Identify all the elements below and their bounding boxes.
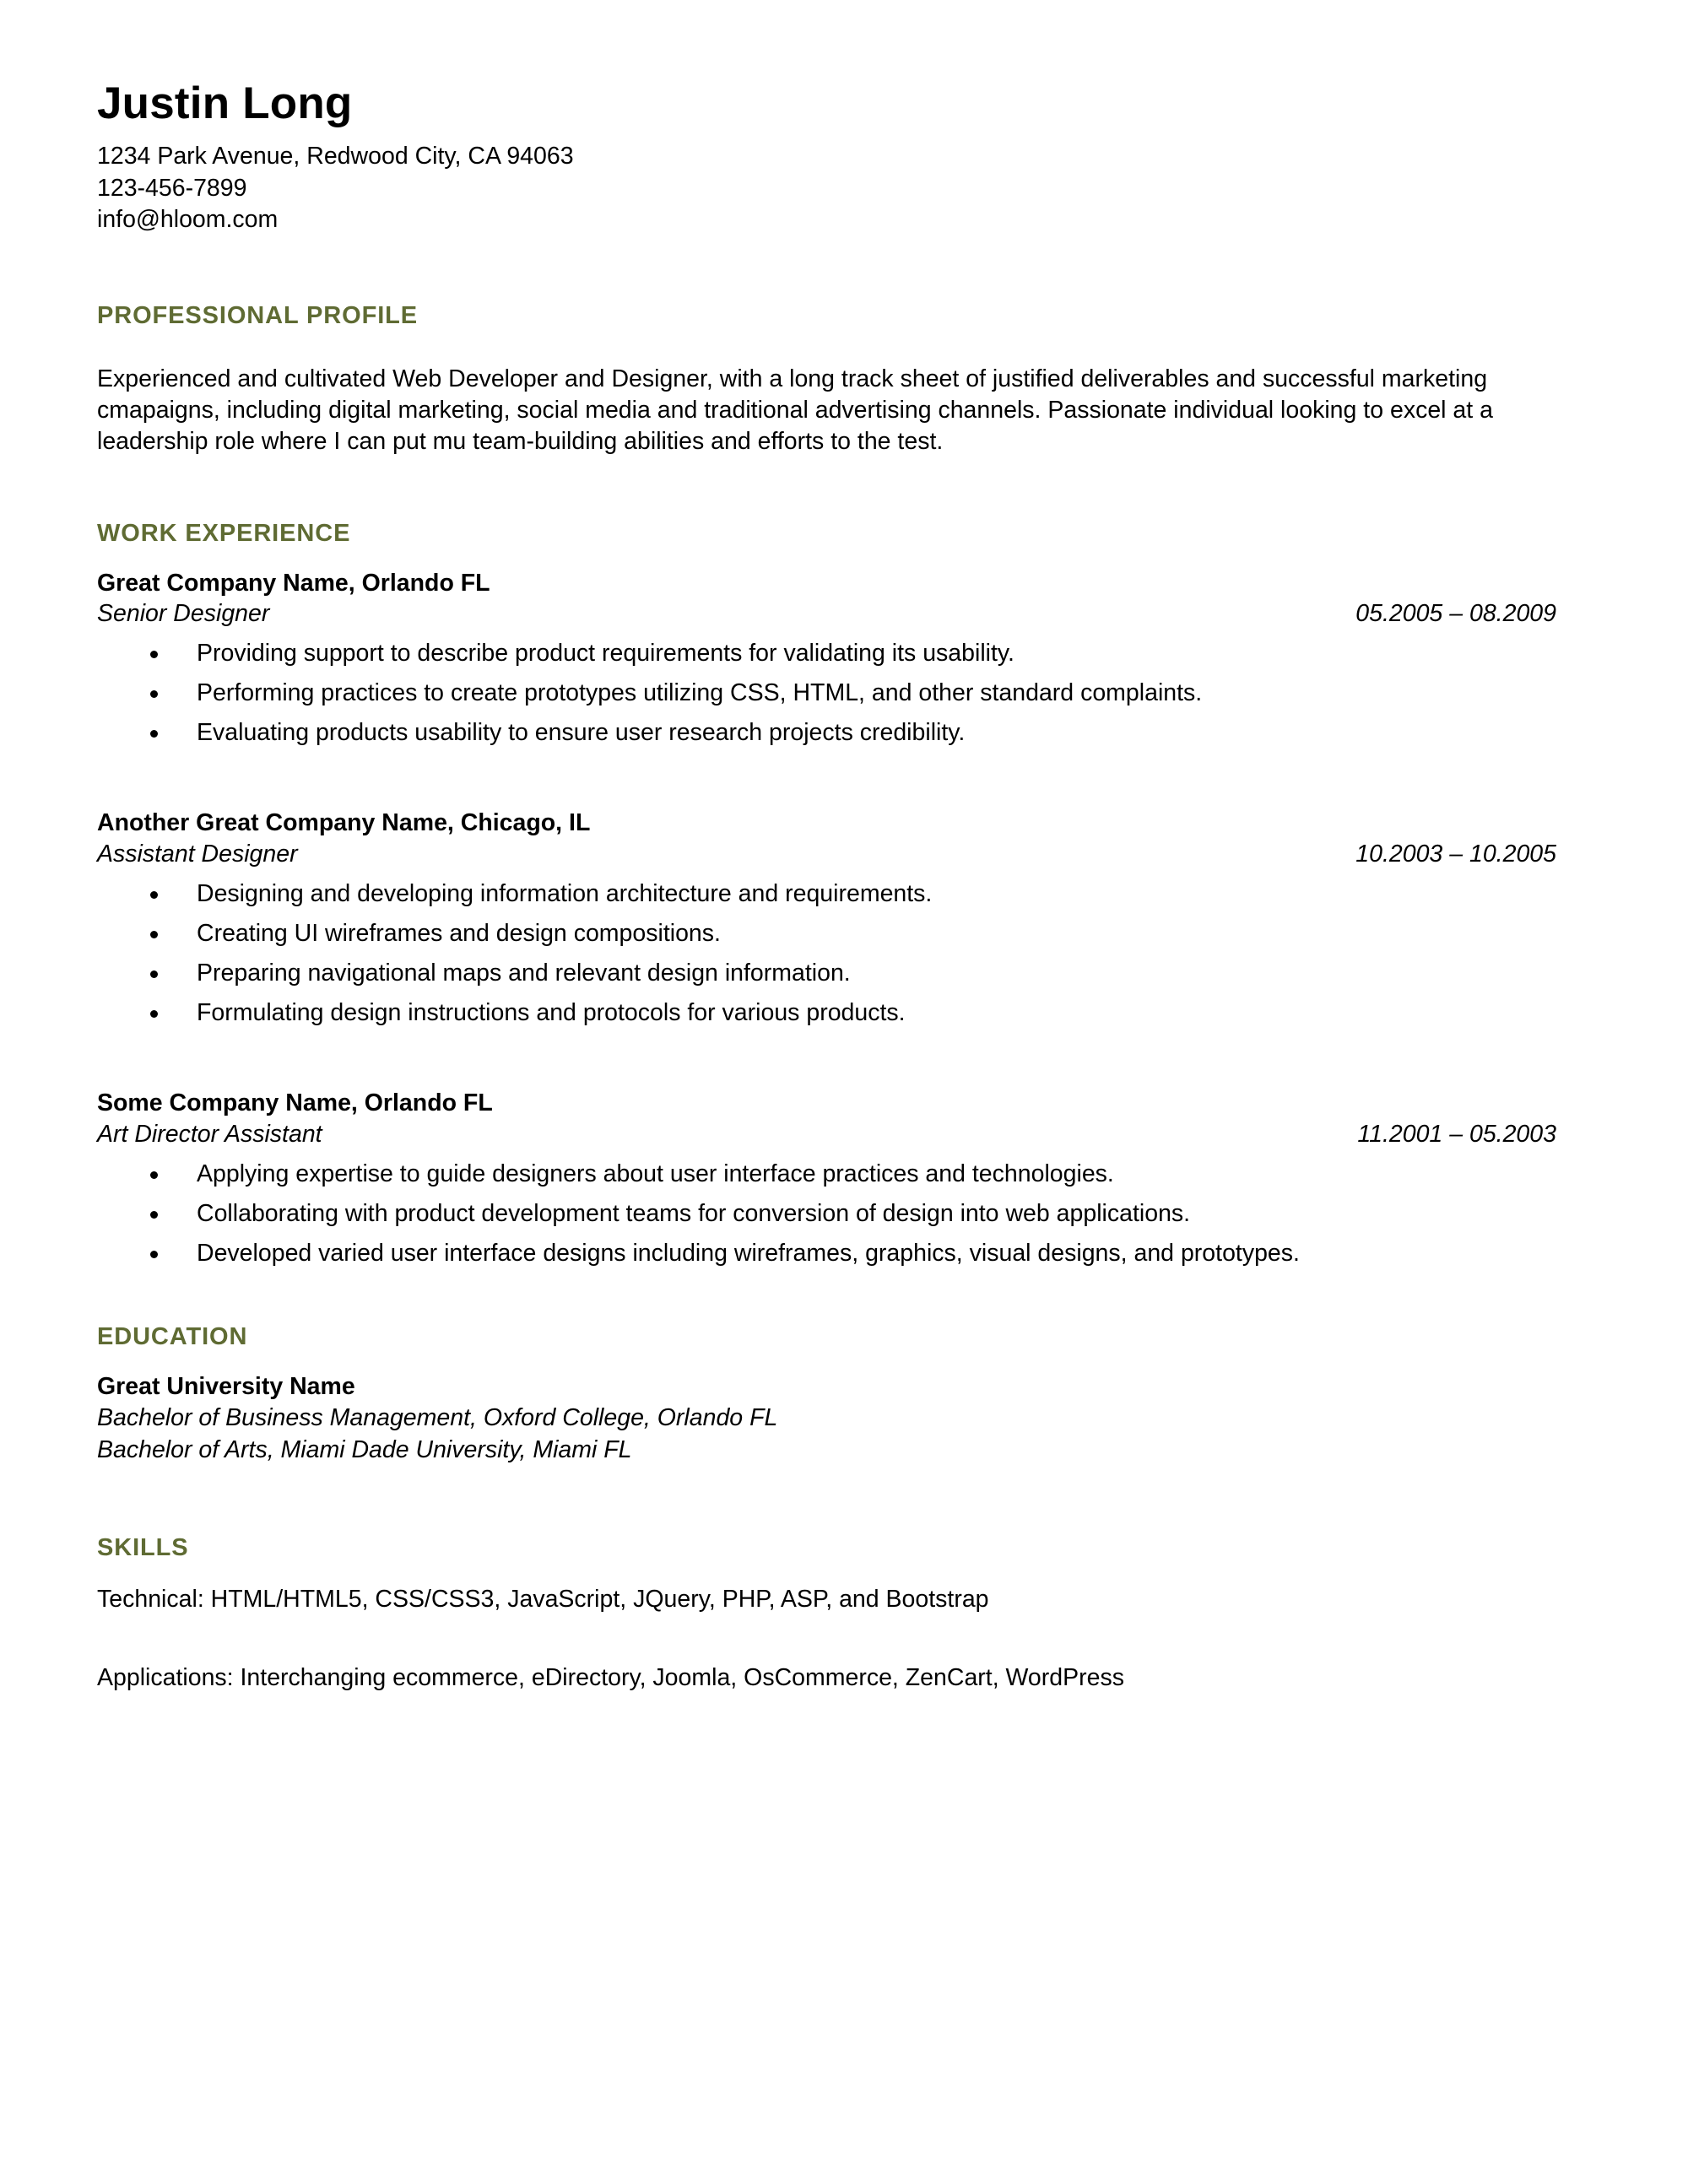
job-company: Another Great Company Name, Chicago, IL (97, 809, 591, 837)
contact-email: info@hloom.com (97, 206, 279, 234)
job-dates: 11.2001 – 05.2003 (1357, 1120, 1556, 1148)
section-education (97, 1323, 1563, 1467)
job-company: Great Company Name, Orlando FL (97, 569, 490, 597)
section-skills (97, 1534, 1563, 1694)
job-responsibility-item: Providing support to describe product requirements for validating its usability. (97, 638, 1563, 669)
job-responsibility-item: Formulating design instructions and protocols for various products. (97, 997, 1563, 1029)
job-title: Senior Designer (97, 600, 270, 628)
work-experience-entry (97, 1088, 1563, 1269)
job-title: Assistant Designer (97, 840, 298, 868)
job-responsibility-item: Applying expertise to guide designers about user interface practices and technologies. (97, 1159, 1563, 1190)
section-heading-work-experience: WORK EXPERIENCE (97, 519, 351, 547)
education-school: Great University Name (97, 1372, 355, 1400)
job-responsibility-list (97, 1159, 1563, 1269)
job-responsibility-item: Collaborating with product development teams for conversion of design into web applications. (97, 1198, 1563, 1230)
job-responsibility-item: Preparing navigational maps and relevant design information. (97, 958, 1563, 989)
job-responsibility-item: Developed varied user interface designs including wireframes, graphics, visual designs, and prototypes. (97, 1238, 1563, 1269)
job-title: Art Director Assistant (97, 1120, 322, 1148)
resume-header (97, 78, 1563, 236)
section-professional-profile (97, 302, 1563, 458)
section-work-experience (97, 520, 1563, 1269)
job-responsibility-item: Performing practices to create prototypes utilizing CSS, HTML, and other standard complaints. (97, 678, 1563, 709)
job-dates: 05.2005 – 08.2009 (1355, 600, 1556, 628)
job-responsibility-item: Evaluating products usability to ensure user research projects credibility. (97, 717, 1563, 749)
skills-applications: Applications: Interchanging ecommerce, eDirectory, Joomla, OsCommerce, ZenCart, WordPress (97, 1663, 1124, 1691)
job-responsibility-item: Creating UI wireframes and design compositions. (97, 918, 1563, 949)
education-entry (97, 1371, 1563, 1467)
professional-profile-text: Experienced and cultivated Web Developer and Designer, with a long track sheet of justified deliverables and successful marketing cmapaigns, including digital marketing, social media and traditional advertising channels. Passionate individual looking to excel at a leadership role where I can put mu team-building abilities and efforts to the test. (97, 365, 1493, 456)
job-title-row (97, 1119, 1563, 1150)
job-title-row (97, 598, 1563, 630)
job-dates: 10.2003 – 10.2005 (1355, 840, 1556, 868)
job-responsibility-list (97, 638, 1563, 749)
work-experience-entry (97, 808, 1563, 1029)
section-heading-skills: SKILLS (97, 1533, 189, 1561)
job-title-row (97, 839, 1563, 870)
job-responsibility-list (97, 878, 1563, 1029)
candidate-name: Justin Long (97, 78, 353, 128)
section-heading-professional-profile: PROFESSIONAL PROFILE (97, 301, 419, 329)
skills-technical: Technical: HTML/HTML5, CSS/CSS3, JavaScript, JQuery, PHP, ASP, and Bootstrap (97, 1585, 989, 1613)
education-degree: Bachelor of Business Management, Oxford College, Orlando FL (97, 1403, 778, 1431)
contact-phone: 123-456-7899 (97, 174, 247, 202)
work-experience-entry (97, 568, 1563, 749)
contact-address: 1234 Park Avenue, Redwood City, CA 94063 (97, 143, 574, 170)
job-company: Some Company Name, Orlando FL (97, 1089, 493, 1117)
section-heading-education: EDUCATION (97, 1322, 248, 1350)
education-degree: Bachelor of Arts, Miami Dade University, Miami FL (97, 1435, 632, 1463)
job-responsibility-item: Designing and developing information architecture and requirements. (97, 878, 1563, 910)
